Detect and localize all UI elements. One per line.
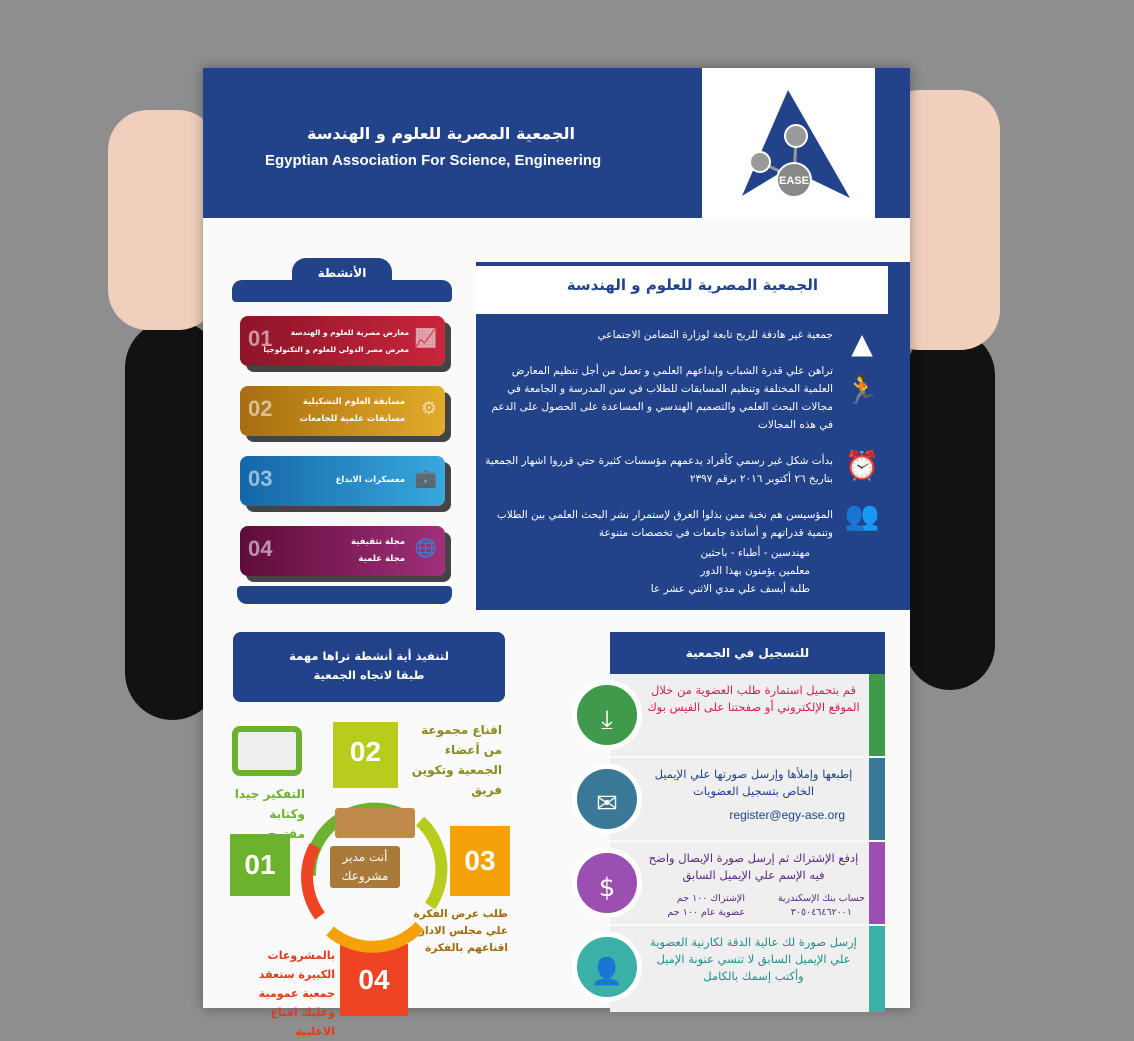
ease-logo-icon: ▲	[851, 327, 873, 360]
execute-box	[233, 632, 505, 702]
activity-line: معارض مصرية للعلوم و الهندسة	[290, 328, 409, 337]
briefcase-icon: 💼	[414, 468, 437, 489]
activities-title: الأنشطة	[292, 258, 392, 288]
bank-account: ٣٠٥٠٤٦٤٦٢٠٠١	[790, 907, 853, 918]
about-item: جمعية غير هادفة للربح تابعة لوزارة التضامن الاجتماعي	[597, 329, 833, 341]
step-02-text: اقناع مجموعة من أعضاء الجمعية وتكوين فريق	[411, 723, 502, 797]
about-item: المؤسيسن هم نخبة ممن بذلوا العرق لإستمرار نشر البحث العلمي بين الطلاب وتنمية قدراتهم و أساتذة جامعات في تخصصات متنوعة	[496, 509, 833, 539]
register-step	[601, 674, 885, 756]
header-band	[203, 68, 910, 218]
right-sleeve	[905, 330, 995, 690]
alarm-clock-icon: ⏰	[844, 449, 880, 482]
step-03-block: 03	[450, 826, 510, 896]
id-card-illustration	[232, 726, 302, 776]
step-01-block: 01	[230, 834, 290, 896]
register-step-text: إرسل صورة لك عالية الدقة لكارنية العضوية علي الإيميل السابق لا تنسي عنونة الإميل وأكتب إسمك بالكامل	[650, 935, 857, 983]
activity-line: مسابقات علمية للجامعات	[299, 414, 405, 424]
step-04-block: 04	[340, 944, 408, 1016]
activity-line: مجلة تثقيفية	[351, 537, 405, 547]
activity-number: 02	[248, 396, 273, 421]
about-title: الجمعية المصرية للعلوم و الهندسة	[476, 266, 888, 314]
activity-line: معسكرات الابداع	[335, 475, 405, 485]
step-01-text: التفكير جيدا وكتابة مقترح	[234, 787, 305, 841]
activity-line: مسابقة العلوم التشكيلية	[302, 397, 405, 407]
activities-panel	[232, 258, 452, 606]
register-step	[590, 926, 885, 1012]
activity-number: 04	[248, 536, 273, 561]
project-cycle	[230, 716, 515, 1038]
header-title-ar: الجمعية المصرية للعلوم و الهندسة	[306, 124, 575, 143]
about-sub: معلمين يؤمنون بهذا الدور	[700, 565, 810, 577]
left-hand	[108, 110, 218, 330]
activity-number: 01	[248, 326, 273, 351]
about-item: بدأت شكل غير رسمي كأفراد يدعمهم مؤسسات كثيرة حتي قرروا اشهار الجمعية بتاريخ ٢٦ أكتوبر ٢٠١٦ برقم ٢٣٩٧	[485, 455, 833, 485]
register-step-text: إدفع الإشتراك ثم إرسل صورة الإيصال واضح فيه الإسم علي الإيميل السابق	[648, 851, 859, 882]
ease-logo-icon	[702, 68, 875, 218]
step-03-text: طلب عرض الفكرة علي مجلس الادارة و اقناعهم بالفكرة	[402, 908, 508, 954]
poster	[203, 68, 910, 1038]
about-panel	[476, 262, 888, 610]
register-email[interactable]: register@egy-ase.org	[729, 808, 845, 822]
step-02-block: 02	[333, 722, 398, 788]
id-card-icon: 👤	[572, 932, 642, 1002]
envelope-icon: ✉	[572, 764, 642, 834]
download-icon: ⤓	[572, 680, 642, 750]
register-step-text: قم بتحميل استمارة طلب العضوية من خلال الموقع الإلكتروني أو صفحتنا على الفيس بوك	[647, 683, 860, 714]
about-strip	[888, 262, 910, 610]
svg-text:EASE: EASE	[779, 175, 809, 187]
globe-icon: 🌐	[414, 538, 437, 559]
activity-card	[240, 456, 445, 506]
register-step	[596, 758, 885, 840]
activities-footer-bar	[237, 586, 452, 604]
activity-card	[240, 386, 445, 436]
chart-icon: 📈	[414, 328, 437, 349]
fee: الإشتراك ١٠٠ جم	[676, 893, 745, 904]
about-sub: مهندسين - أطباء - باحثين	[700, 547, 810, 559]
execute-line: طبقا لاتجاه الجمعية	[313, 668, 425, 682]
header-title-en: Egyptian Association For Science, Engineering	[265, 152, 602, 169]
cycle-center-label: أنت مدير مشروعك	[330, 846, 400, 888]
fee: عضوية عام ١٠٠ جم	[667, 907, 745, 918]
register-panel	[590, 632, 885, 1012]
gear-icon: ⚙	[420, 398, 437, 419]
people-icon: 👥	[844, 499, 880, 532]
bank-name: حساب بنك الإسكندرية	[777, 893, 865, 904]
about-item: تراهن علي قدرة الشباب وابداعهم العلمي و تعمل من أجل تنظيم المعارض العلمية المختلفة وتنظيم المسابقات للطلاب في سن المدرسة و الجامعة في مجالات البحث العلمي والتصميم الهندسي و المساعدة على الحصول على الدعم في هذه المجالات	[491, 365, 833, 431]
register-step-text: إطبعها وإملأها وإرسل صورتها علي الإيميل الخاص بتسجيل العضويات	[654, 767, 853, 798]
logo	[702, 68, 875, 218]
dollar-icon: $	[572, 848, 642, 918]
execute-line: لتنفيذ أية أنشطة تراها مهمة	[289, 649, 449, 663]
activity-number: 03	[248, 466, 273, 491]
step-04-text: بالمشروعات الكبيرة ستعقد جمعية عمومية وعليك اقناع الاغلبية	[258, 949, 335, 1038]
register-step	[598, 842, 885, 924]
desk-illustration	[335, 808, 415, 838]
register-title: للتسجيل في الجمعية	[610, 632, 885, 674]
activity-line: مجلة علمية	[358, 554, 405, 564]
activity-card	[240, 316, 445, 366]
about-sub: طلبة أيسف علي مدي الاثني عشر عا	[650, 583, 810, 595]
activity-line: معرض مصر الدولي للعلوم و التكنولوجيا	[263, 345, 409, 354]
activity-card	[240, 526, 445, 576]
running-man-icon: 🏃	[844, 373, 880, 406]
